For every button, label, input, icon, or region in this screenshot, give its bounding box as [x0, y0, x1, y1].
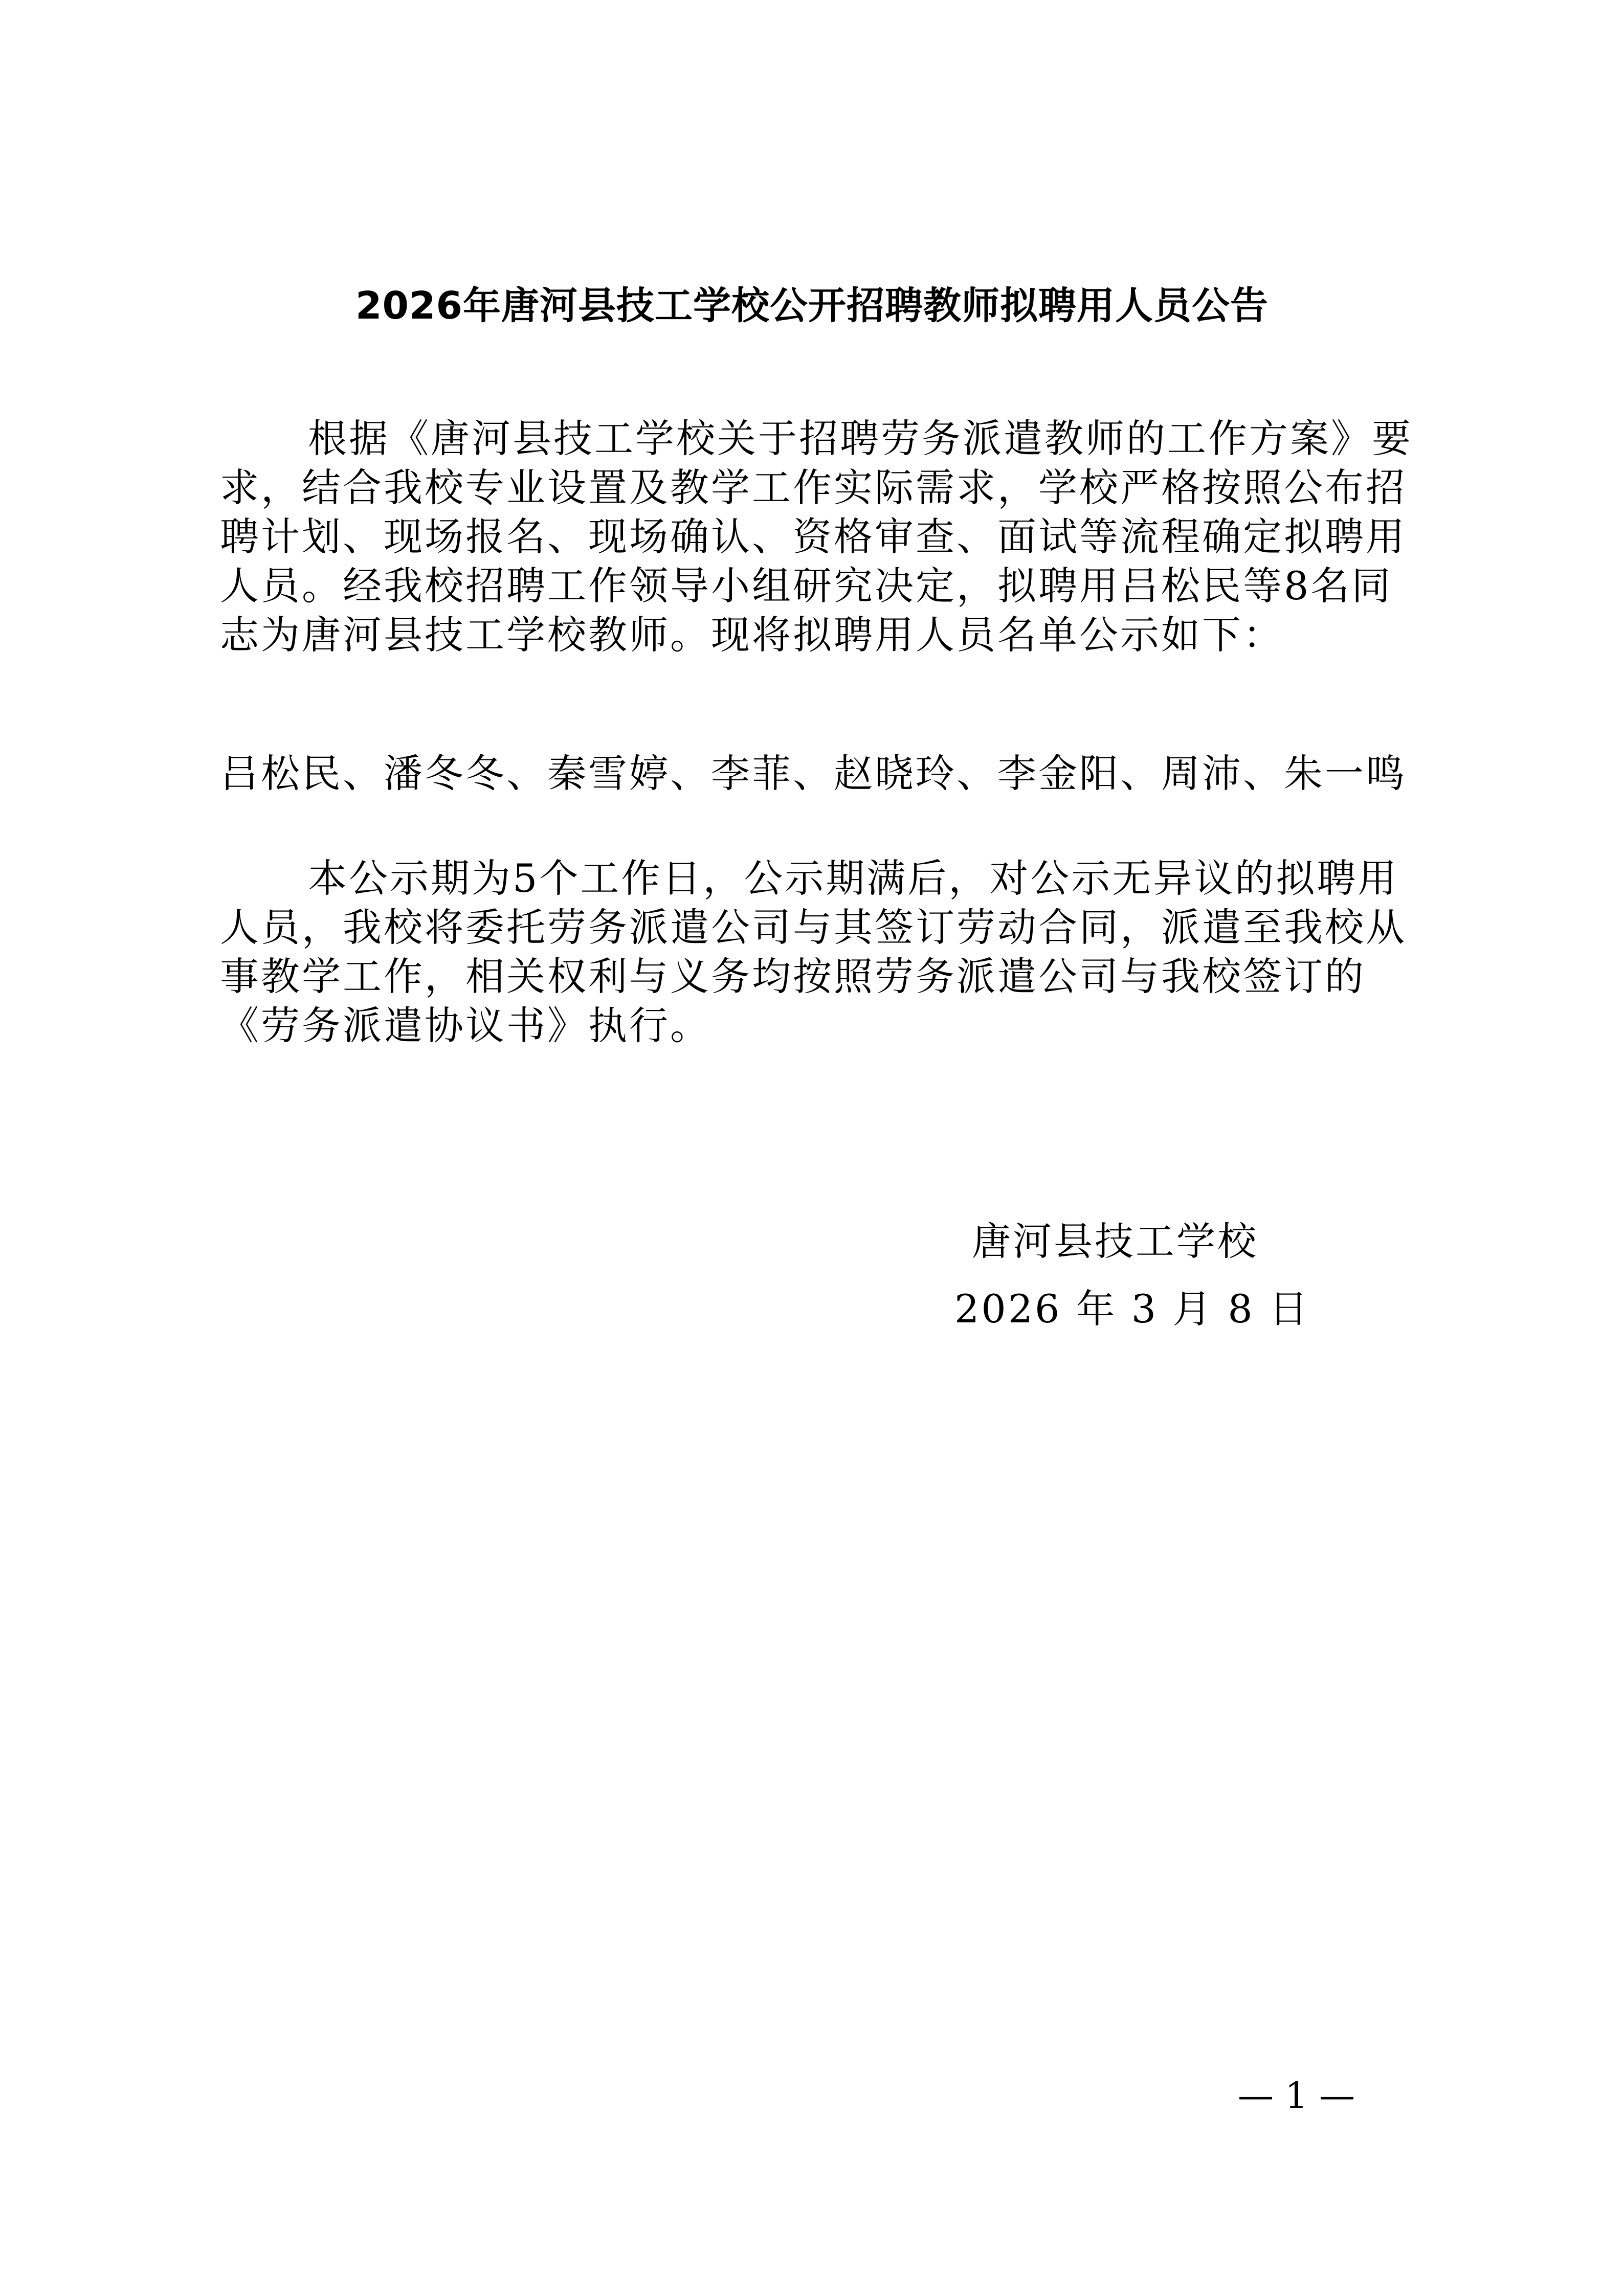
signature-organization: 唐河县技工学校: [972, 1219, 1258, 1264]
body-paragraph-notice-period: 本公示期为5个工作日，公示期满后，对公示无异议的拟聘用人员，我校将委托劳务派遣公司与其签订劳动合同，派遣至我校从事教学工作，相关权利与义务均按照劳务派遣公司与我校签订的《劳务派遣协议书》执行。: [220, 856, 1407, 1048]
appointee-name-list: 吕松民、潘冬冬、秦雪婷、李菲、赵晓玲、李金阳、周沛、朱一鸣: [220, 751, 1407, 796]
body-paragraph-intro: 根据《唐河县技工学校关于招聘劳务派遣教师的工作方案》要求，结合我校专业设置及教学工作实际需求，学校严格按照公布招聘计划、现场报名、现场确认、资格审查、面试等流程确定拟聘用人员。经我校招聘工作领导小组研究决定，拟聘用吕松民等8名同志为唐河县技工学校教师。现将拟聘用人员名单公示如下：: [220, 416, 1413, 658]
document-title: 2026年唐河县技工学校公开招聘教师拟聘用人员公告: [355, 284, 1269, 328]
page-number: — 1 —: [1238, 2075, 1355, 2117]
signature-date: 2026 年 3 月 8 日: [954, 1286, 1310, 1332]
